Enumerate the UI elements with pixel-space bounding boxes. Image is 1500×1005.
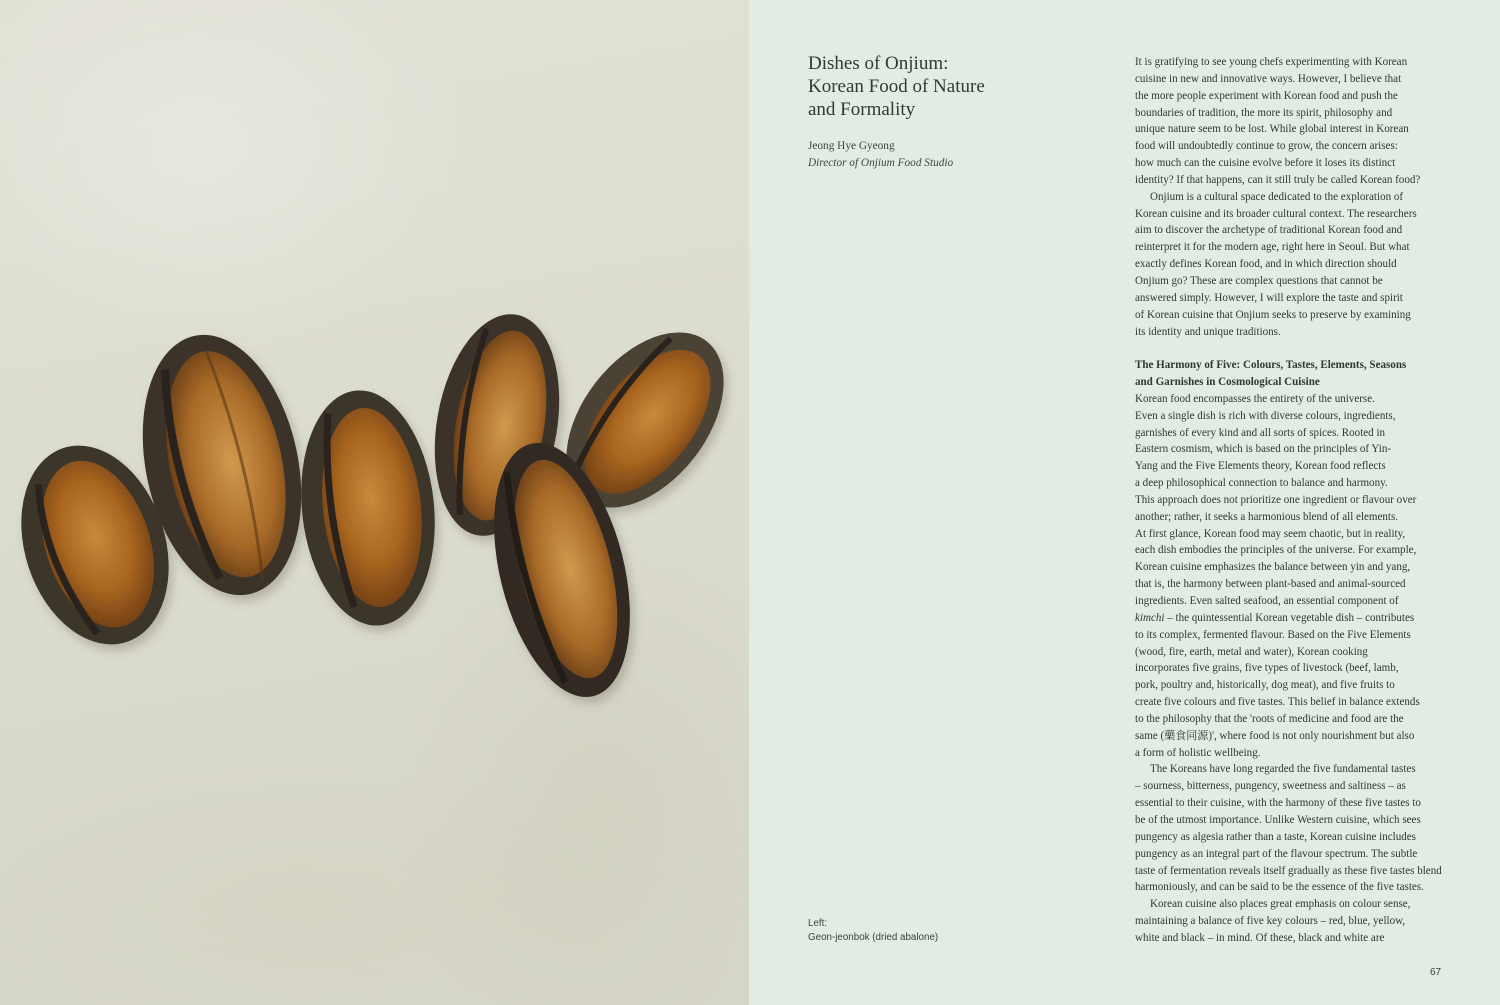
paragraph-4: The Koreans have long regarded the five fundamental tastes – sourness, bitterness, pungency, sweetness and saltiness – as essential to their cuisine, with the harmony of these five tastes to be of the utmost importance. Unlike Western cuisine, which sees pungency as algesia rather than a taste, Korean cuisine includes pungency as an integral part of the flavour spectrum. The subtle taste of fermentation reveals itself gradually as these five tastes blend harmoniously, and can be said to be the essence of the five tastes.	[1135, 763, 1442, 894]
abalone-piece-3	[290, 384, 446, 633]
kimchi-term: kimchi	[1135, 611, 1165, 624]
abalone-illustration	[0, 0, 749, 1005]
author-role: Director of Onjium Food Studio	[808, 157, 954, 169]
author-block	[808, 138, 1108, 172]
article-body	[1135, 54, 1441, 947]
section-heading: The Harmony of Five: Colours, Tastes, Elements, Seasons and Garnishes in Cosmological Cuisine	[1135, 359, 1407, 389]
author-name: Jeong Hye Gyeong	[808, 140, 895, 152]
paragraph-3: Korean food encompasses the entirety of the universe. Even a single dish is rich with diverse colours, ingredients, garnishes of every kind and all sorts of spices. Rooted in Eastern cosmism, which is based on the principles of Yin- Yang and the Five Elements theory, Korean food reflects a deep philosophical connection to balance and harmony. This approach does not prioritize one ingredient or flavour over another; rather, it seeks a harmonious blend of all elements. At first glance, Korean food may seem chaotic, but in reality, each dish embodies the principles of the universe. For example, Korean cuisine emphasizes the balance between yin and yang, that is, the harmony between plant-based and animal-sourced ingredients. Even salted seafood, an essential component of kimchi – the quintessential Korean vegetable dish – contributes to its complex, fermented flavour. Based on the Five Elements (wood, fire, earth, metal and water), Korean cooking incorporates five grains, five types of livestock (beef, lamb, pork, poultry and, historically, dog meat), and five fruits to create five colours and five tastes. This belief in balance extends to the philosophy that the 'roots of medicine and food are the same (藥食同源)', where food is not only nourishment but also a form of holistic wellbeing.	[1135, 392, 1420, 759]
paragraph-2: Onjium is a cultural space dedicated to the exploration of Korean cuisine and its broader cultural context. The researchers aim to discover the archetype of traditional Korean food and reinterpret it for the modern age, right here in Seoul. But what exactly defines Korean food, and in which direction should Onjium go? These are complex questions that cannot be answered simply. However, I will explore the taste and spirit of Korean cuisine that Onjium seeks to preserve by examining its identity and unique traditions.	[1135, 190, 1417, 338]
page-number: 67	[1430, 967, 1442, 978]
photo-caption: Left: Geon-jeonbok (dried abalone)	[808, 918, 939, 943]
article-title: Dishes of Onjium: Korean Food of Nature and Formality	[808, 53, 985, 120]
abalone-photo	[0, 0, 749, 1005]
paragraph-1: It is gratifying to see young chefs experimenting with Korean cuisine in new and innovative ways. However, I believe that the more people experiment with Korean food and push the boundaries of tradition, the more its spirit, philosophy and unique nature seem to be lost. While global interest in Korean food will undoubtedly continue to grow, the concern arises: how much can the cuisine evolve before it loses its distinct identity? If that happens, can it still truly be called Korean food?	[1135, 56, 1421, 186]
paragraph-5: Korean cuisine also places great emphasis on colour sense, maintaining a balance of five key colours – red, blue, yellow, white and black – in mind. Of these, black and white are	[1135, 898, 1411, 944]
